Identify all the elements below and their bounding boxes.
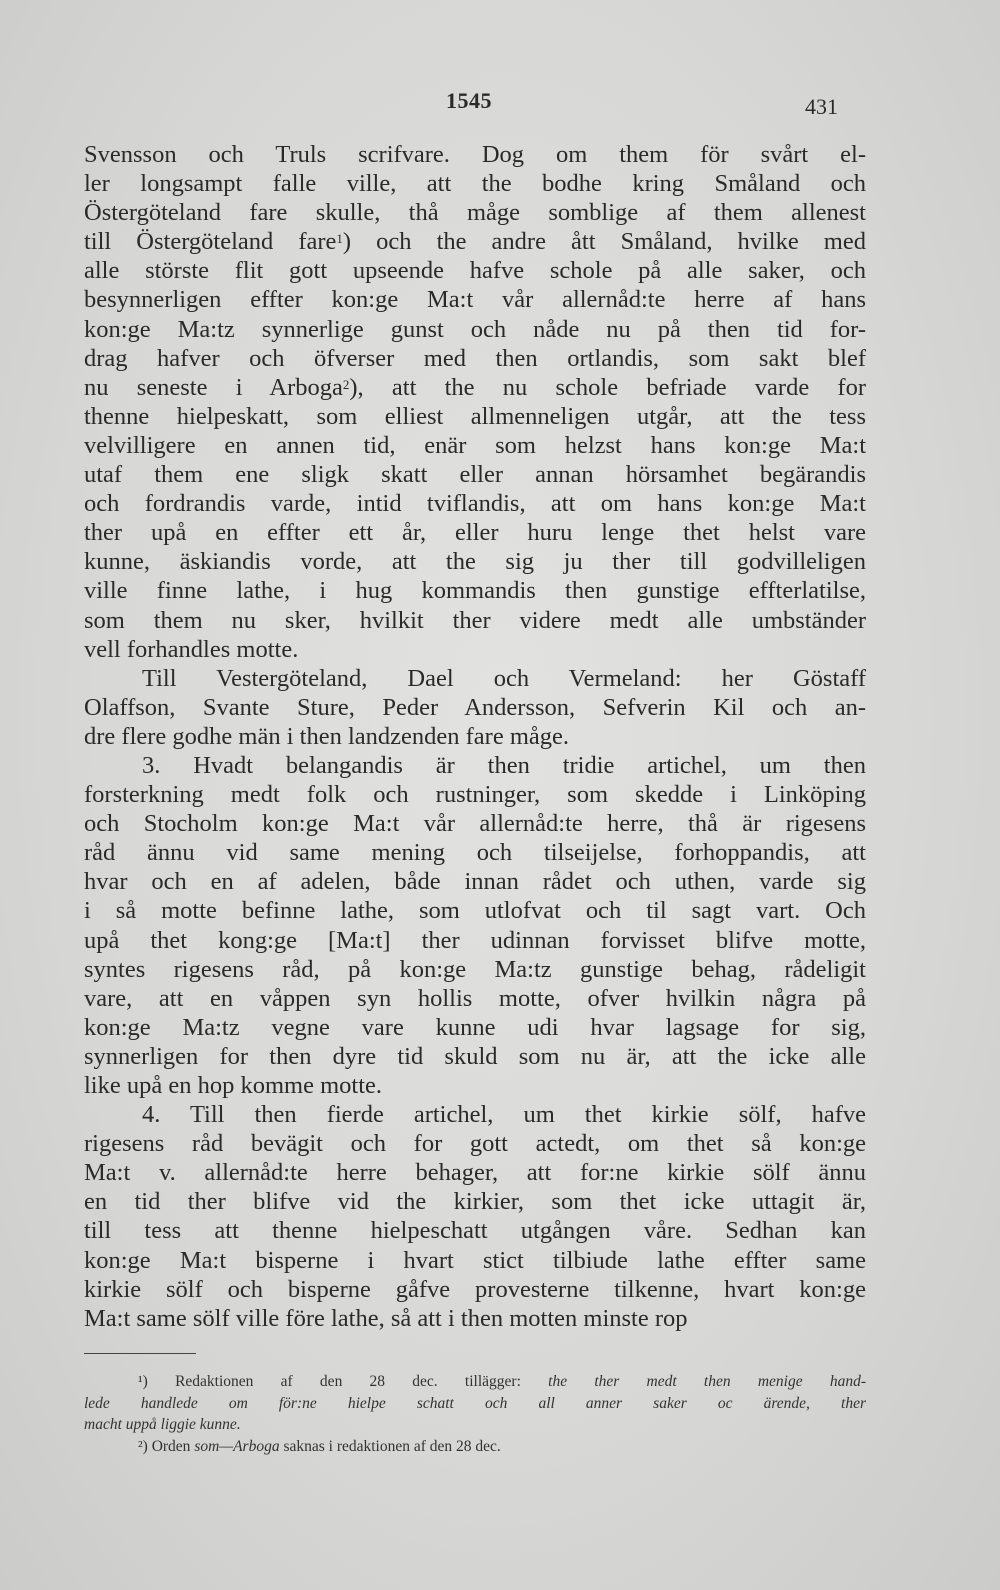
text-line: nu seneste i Arboga$^2$), att the nu schole befriade varde for	[84, 373, 866, 401]
footnote-quote: som—Arboga	[194, 1437, 280, 1455]
text-line: Ma:t same sölf ville före lathe, så att i then motten minste rop	[84, 1304, 688, 1332]
text-line: rigesens råd bevägit och for gott actedt, om thet så kon:ge	[84, 1130, 866, 1158]
text-line: kirkie sölf och bisperne gåfve provesterne tilkenne, hvart kon:ge	[84, 1275, 866, 1303]
text-line: kon:ge Ma:tz vegne vare kunne udi hvar lagsage for sig,	[84, 1013, 866, 1041]
footnotes	[84, 1371, 866, 1457]
page-number: 431	[805, 94, 838, 119]
text-line: som them nu sker, hvilkit ther videre medt alle umbständer	[84, 606, 866, 634]
header-year: 1545	[446, 88, 492, 113]
text-line: synnerligen for then dyre tid skuld som nu är, att the icke alle	[84, 1042, 866, 1070]
footnote-text: Redaktionen af den 28 dec. tillägger:	[175, 1373, 521, 1390]
text-line: syntes rigesens råd, på kon:ge Ma:tz gunstige behag, rådeligit	[84, 955, 866, 983]
text-line: kon:ge Ma:tz synnerlige gunst och nåde nu på then tid for-	[84, 315, 866, 343]
text-line: vell forhandles motte.	[84, 635, 299, 663]
footnote-rule	[84, 1353, 196, 1354]
text-line: upå thet kong:ge [Ma:t] ther udinnan forvisset blifve motte,	[84, 926, 866, 954]
text-line: 3. Hvadt belangandis är then tridie artichel, um then	[142, 751, 866, 779]
text-line: ville finne lathe, i hug kommandis then gunstige effterlatilse,	[84, 577, 866, 605]
text-line: Östergöteland fare skulle, thå måge somblige af them allenest	[84, 199, 866, 227]
text-line: like upå en hop komme motte.	[84, 1072, 383, 1099]
text-line: drag hafver och öfverser med then ortlandis, som sakt blef	[84, 344, 866, 372]
text-line: thenne hielpeskatt, som elliest allmenneligen utgår, att the tess	[84, 402, 866, 430]
footnote-quote: macht uppå liggie kunne.	[84, 1416, 241, 1433]
footnote-quote: the ther medt then menige hand-	[548, 1373, 867, 1390]
footnote-marker: ²)	[138, 1437, 148, 1455]
footnote-quote: lede handlede om för:ne hielpe schatt och all anner saker oc ärende, ther	[84, 1394, 866, 1412]
footnote-1	[84, 1371, 866, 1436]
main-text	[84, 140, 866, 1333]
text-line: till Östergöteland fare$^1$) och the andre ått Småland, hvilke med	[84, 228, 866, 256]
text-line: kunne, äskiandis vorde, att the sig ju ther till godvilleligen	[84, 548, 866, 576]
text-line: Ma:t v. allernåd:te herre behager, att for:ne kirkie sölf ännu	[84, 1159, 866, 1187]
text-line: velvilligere en annen tid, enär som helzst hans kon:ge Ma:t	[84, 431, 866, 459]
text-line: hvar och en af adelen, både innan rådet och uthen, varde sig	[84, 868, 866, 896]
text-line: och fordrandis varde, intid tviflandis, att om hans kon:ge Ma:t	[84, 490, 866, 518]
text-line: forsterkning medt folk och rustninger, som skedde i Linköping	[84, 781, 866, 809]
footnote-text: saknas i redaktionen af den 28 dec.	[283, 1437, 501, 1455]
running-header	[0, 88, 1000, 118]
text-line: besynnerligen effter kon:ge Ma:t vår allernåd:te herre af hans	[84, 286, 866, 314]
text-line: Till Vestergöteland, Dael och Vermeland: her Göstaff	[142, 664, 866, 692]
text-line: dre flere godhe män i then landzenden fare måge.	[84, 722, 569, 750]
text-line: råd ännu vid same mening och tilseijelse, forhoppandis, att	[84, 839, 866, 867]
text-line: vare, att en våppen syn hollis motte, ofver hvilkin några på	[84, 984, 866, 1012]
text-line: 4. Till then fierde artichel, um thet kirkie sölf, hafve	[142, 1101, 866, 1129]
footnote-marker: ¹)	[138, 1373, 148, 1390]
text-line: alle störste flit gott upseende hafve schole på alle saker, och	[84, 257, 866, 285]
text-line: Svensson och Truls scrifvare. Dog om them för svårt el-	[84, 141, 866, 168]
text-line: utaf them ene sligk skatt eller annan hörsamhet begärandis	[84, 461, 866, 489]
text-line: ther upå en effter ett år, eller huru lenge thet helst vare	[84, 519, 866, 547]
footnote-2	[84, 1436, 866, 1458]
footnote-text: Orden	[151, 1437, 191, 1455]
text-line: till tess att thenne hielpeschatt utgången våre. Sedhan kan	[84, 1217, 866, 1245]
text-line: ler longsampt falle ville, att the bodhe kring Småland och	[84, 170, 866, 198]
text-line: och Stocholm kon:ge Ma:t vår allernåd:te herre, thå är rigesens	[84, 810, 866, 838]
text-line: i så motte befinne lathe, som utlofvat och til sagt vart. Och	[84, 897, 866, 925]
text-line: Olaffson, Svante Sture, Peder Andersson, Sefverin Kil och an-	[84, 693, 866, 721]
text-line: en tid ther blifve vid the kirkier, som thet icke uttagit är,	[84, 1188, 866, 1216]
text-line: kon:ge Ma:t bisperne i hvart stict tilbiude lathe effter same	[84, 1246, 866, 1274]
